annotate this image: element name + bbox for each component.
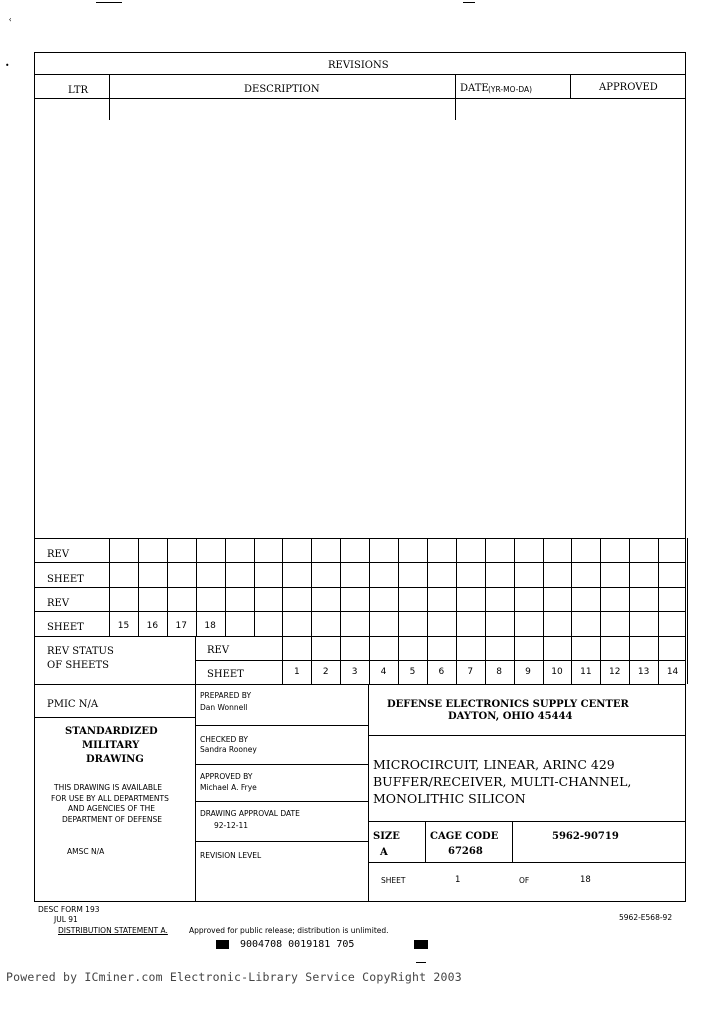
block-divider (425, 821, 426, 862)
activity-name: DEFENSE ELECTRONICS SUPPLY CENTER (387, 699, 629, 710)
sheet-value: 1 (455, 875, 461, 885)
sheet-number: 11 (580, 667, 592, 677)
scan-mark: ‹ (8, 15, 13, 24)
drawing-title-line: MONOLITHIC SILICON (373, 791, 526, 806)
rev-status-label: REV STATUS (47, 646, 114, 657)
grid-column-line (340, 538, 341, 636)
row-rev-label: REV (47, 598, 70, 609)
barcode-text: 9004708 0019181 705 (240, 939, 355, 950)
grid-column-line (600, 538, 601, 636)
drawing-title-line: MICROCIRCUIT, LINEAR, ARINC 429 (373, 757, 615, 772)
availability-text: FOR USE BY ALL DEPARTMENTS (51, 794, 169, 803)
sheet-number: 17 (175, 621, 187, 631)
sheet-number: 12 (609, 667, 621, 677)
powered-by: Powered by ICminer.com Electronic-Library Service CopyRight 2003 (6, 970, 462, 984)
pmic-label: PMIC N/A (47, 699, 99, 710)
scan-mark (416, 962, 426, 963)
grid-line (195, 660, 686, 661)
block-divider (368, 735, 686, 736)
grid-line (34, 587, 686, 588)
block-divider (195, 801, 368, 802)
sheet-number: 8 (496, 667, 502, 677)
sheet-number: 5 (409, 667, 416, 677)
block-divider (34, 717, 195, 718)
grid-column-line (369, 538, 370, 636)
grid-line (34, 611, 686, 612)
sheet-number: 14 (666, 667, 679, 677)
sheet-number: 18 (204, 621, 216, 631)
block-divider (368, 862, 686, 863)
grid-line (34, 562, 686, 563)
of-label: OF (519, 876, 530, 885)
scan-mark (463, 2, 475, 3)
rev-status-label: OF SHEETS (47, 660, 110, 671)
revisions-col-divider (570, 74, 571, 98)
of-value: 18 (580, 875, 591, 885)
revisions-divider (34, 74, 686, 75)
amsc-label: AMSC N/A (67, 847, 105, 856)
col-approved: APPROVED (599, 82, 658, 93)
sheet-number: 6 (438, 667, 445, 677)
scan-mark: • (5, 61, 10, 70)
sheet-number: 16 (146, 621, 159, 631)
grid-column-line (687, 538, 688, 636)
approved-by-label: APPROVED BY (200, 772, 253, 781)
grid-column-line (571, 538, 572, 636)
cage-code-value: 67268 (448, 846, 483, 857)
drawing-title: DRAWING (86, 754, 144, 765)
grid-column-line (282, 538, 283, 636)
col-ltr: LTR (68, 85, 89, 96)
block-divider (195, 841, 368, 842)
block-divider (195, 636, 196, 902)
block-divider (368, 684, 369, 902)
sheet-number: 7 (467, 667, 474, 677)
row-sheet-label: SHEET (47, 622, 84, 633)
sheet-number: 9 (525, 667, 531, 677)
grid-column-line (687, 636, 688, 684)
revisions-col-divider (455, 74, 456, 120)
prepared-by-label: PREPARED BY (200, 691, 252, 700)
approval-date-value: 92-12-11 (214, 821, 249, 830)
distribution-label: DISTRIBUTION STATEMENT A. (58, 926, 168, 935)
grid-column-line (311, 538, 312, 636)
barcode-block-right (414, 940, 428, 949)
activity-address: DAYTON, OHIO 45444 (448, 711, 573, 722)
row-rev-label: REV (47, 549, 70, 560)
availability-text: AND AGENCIES OF THE (68, 804, 155, 813)
size-value: A (380, 847, 388, 858)
drawing-title-line: BUFFER/RECEIVER, MULTI-CHANNEL, (373, 774, 632, 789)
grid-column-line (514, 538, 515, 636)
col-date-format: (YR-MO-DA) (488, 85, 533, 94)
row-rev-label: REV (207, 645, 230, 656)
sheet-label: SHEET (381, 876, 406, 885)
checked-by-name: Sandra Rooney (200, 745, 257, 754)
grid-column-line (485, 538, 486, 636)
cage-code-label: CAGE CODE (430, 831, 499, 842)
grid-column-line (543, 538, 544, 636)
form-number: DESC FORM 193 (38, 905, 100, 914)
grid-line (34, 684, 686, 685)
row-sheet-label: SHEET (207, 669, 244, 680)
sheet-number: 13 (637, 667, 650, 677)
row-sheet-label: SHEET (47, 574, 84, 585)
availability-text: THIS DRAWING IS AVAILABLE (54, 783, 162, 792)
prepared-by-name: Dan Wonnell (200, 703, 248, 712)
block-divider (512, 821, 513, 862)
sheet-number: 10 (551, 667, 563, 677)
grid-column-line (456, 538, 457, 636)
document-code: 5962-E568-92 (619, 913, 673, 922)
standardized-title: STANDARDIZED (65, 726, 158, 737)
checked-by-label: CHECKED BY (200, 735, 248, 744)
form-date: JUL 91 (54, 915, 78, 924)
grid-column-line (629, 538, 630, 636)
col-description: DESCRIPTION (244, 84, 320, 95)
grid-column-line (225, 538, 226, 636)
grid-line (34, 538, 686, 539)
military-title: MILITARY (82, 740, 140, 751)
block-divider (195, 725, 368, 726)
sheet-number: 3 (351, 667, 358, 677)
approved-by-name: Michael A. Frye (200, 783, 257, 792)
sheet-number: 15 (117, 621, 130, 631)
revision-level-label: REVISION LEVEL (200, 851, 262, 860)
grid-column-line (658, 538, 659, 636)
availability-text: DEPARTMENT OF DEFENSE (62, 815, 162, 824)
block-divider (368, 821, 686, 822)
col-date: DATE (460, 83, 489, 94)
scan-mark (96, 2, 122, 3)
revisions-col-divider (109, 74, 110, 120)
grid-column-line (427, 538, 428, 636)
sheet-number: 2 (322, 667, 329, 677)
grid-line (34, 636, 686, 637)
barcode-block-left (216, 940, 229, 949)
drawing-number: 5962-90719 (552, 831, 619, 842)
sheet-number: 1 (293, 667, 300, 677)
revisions-divider (34, 98, 686, 99)
size-label: SIZE (373, 831, 400, 842)
sheet-number: 4 (380, 667, 387, 677)
approval-date-label: DRAWING APPROVAL DATE (200, 809, 300, 818)
distribution-text: Approved for public release; distribution is unlimited. (189, 926, 389, 935)
block-divider (195, 764, 368, 765)
revisions-title: REVISIONS (328, 60, 389, 71)
grid-column-line (254, 538, 255, 636)
grid-column-line (398, 538, 399, 636)
